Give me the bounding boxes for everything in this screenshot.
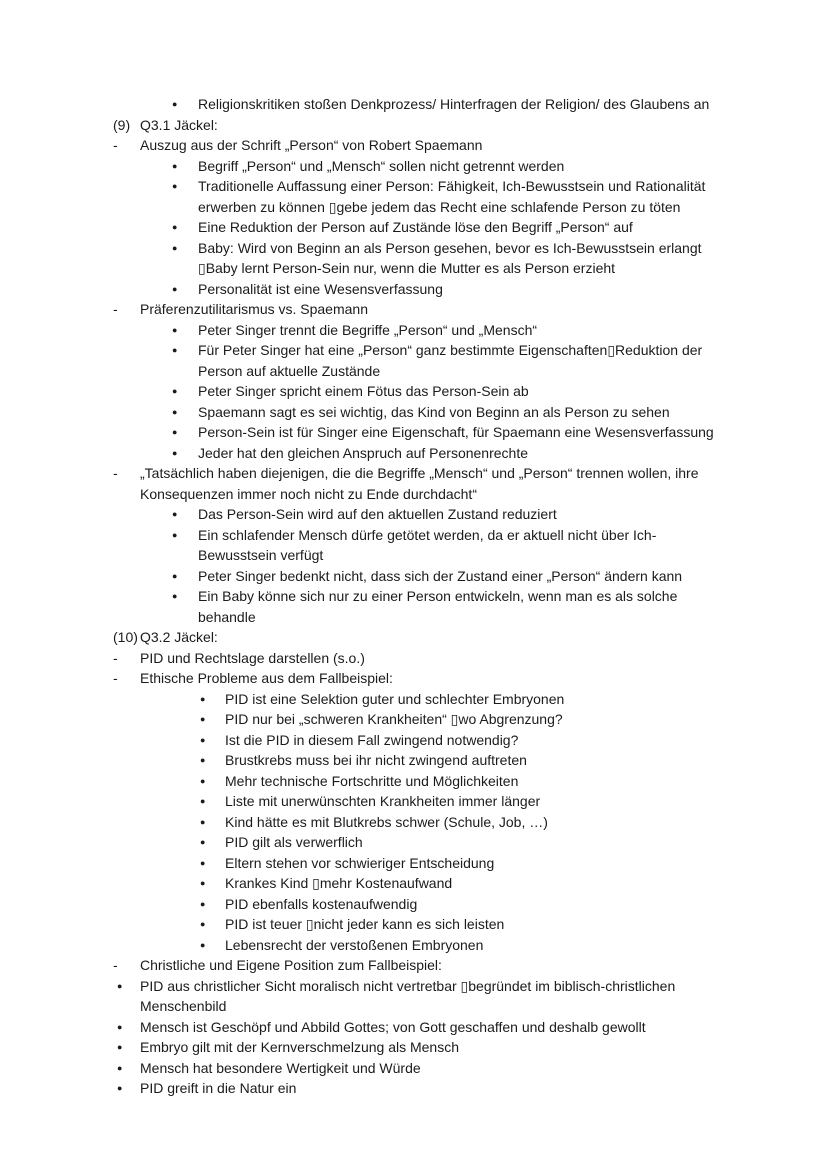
list-item-text: Für Peter Singer hat eine „Person“ ganz bestimmte Eigenschaften▯Reduktion der Person auf aktuelle Zustände [198,342,703,379]
list-item-text: Ein Baby könne sich nur zu einer Person entwickeln, wenn man es als solche behandle [198,588,678,625]
bullet-icon: ● [172,345,178,355]
bullet-item [113,791,723,812]
bullet-item [113,771,723,792]
bullet-icon: ● [172,509,178,519]
bullet-item [113,709,723,730]
dash-icon: - [113,649,118,666]
bullet-item [113,812,723,833]
list-item-text: Ein schlafender Mensch dürfe getötet werden, da er aktuell nicht über Ich-Bewusstsein verfügt [198,526,657,563]
bullet-item [113,586,723,627]
list-item-text: Mensch ist Geschöpf und Abbild Gottes; von Gott geschaffen und deshalb gewollt [140,1018,646,1035]
dash-item [113,955,723,976]
bullet-item [113,1078,723,1099]
dash-icon: - [113,137,118,153]
list-item-text: PID gilt als verwerflich [225,834,363,850]
list-item-text: Das Person-Sein wird auf den aktuellen Zustand reduziert [198,506,557,522]
bullet-item [113,1037,723,1058]
list-item-text: Peter Singer bedenkt nicht, dass sich der Zustand einer „Person“ ändern kann [198,567,683,584]
list-item-text: Liste mit unerwünschten Krankheiten immer länger [225,793,541,809]
bullet-icon: ● [172,99,178,109]
bullet-item [113,689,723,710]
numbered-item [113,627,723,648]
bullet-icon: ● [200,714,206,724]
list-item-text: „Tatsächlich haben diejenigen, die die Begriffe „Mensch“ und „Person“ trennen wollen, ihre Konsequenzen immer noch nicht zu Ende durchdacht“ [140,465,699,502]
bullet-icon: ● [172,427,178,437]
bullet-item [113,750,723,771]
list-item-text: Brustkrebs muss bei ihr nicht zwingend auftreten [225,752,527,768]
list-item-text: Peter Singer trennt die Begriffe „Person“ und „Mensch“ [198,321,538,338]
bullet-item [113,381,723,402]
bullet-item [113,894,723,915]
bullet-item [113,1058,723,1079]
bullet-icon: ● [200,775,206,786]
list-item-text: PID ist eine Selektion guter und schlechter Embryonen [225,690,565,707]
bullet-icon: ● [117,1021,123,1032]
bullet-icon: ● [172,447,178,458]
list-item-text: Q3.2 Jäckel: [140,629,218,645]
bullet-icon: ● [200,796,206,806]
bullet-item [113,730,723,751]
list-item-text: Spaemann sagt es sei wichtig, das Kind von Beginn an als Person zu sehen [198,403,670,420]
dash-item [113,463,723,504]
list-item-text: PID greift in die Natur ein [140,1080,297,1096]
bullet-item [113,422,723,443]
list-item-text: Auszug aus der Schrift „Person“ von Robert Spaemann [140,137,483,153]
numbered-item [113,115,723,136]
bullet-icon: ● [200,857,206,868]
dash-icon: - [113,957,118,973]
list-item-text: Personalität ist eine Wesensverfassung [198,280,443,297]
bullet-icon: ● [172,160,178,171]
bullet-item [113,832,723,853]
dash-item [113,135,723,156]
bullet-item [113,873,723,894]
bullet-item [113,504,723,525]
bullet-item [113,340,723,381]
list-item-text: Ist die PID in diesem Fall zwingend notwendig? [225,731,519,748]
bullet-icon: ● [200,837,206,847]
number-label: (10) [113,629,138,645]
list-item-text: Ethische Probleme aus dem Fallbeispiel: [140,670,393,686]
dash-item [113,299,723,320]
bullet-item [113,156,723,177]
list-item-text: Q3.1 Jäckel: [140,116,218,133]
list-item-text: Präferenzutilitarismus vs. Spaemann [140,301,368,317]
bullet-icon: ● [117,1062,123,1073]
list-item-text: Lebensrecht der verstoßenen Embryonen [225,936,484,953]
bullet-item [113,566,723,587]
bullet-icon: ● [117,1083,123,1093]
list-item-text: Krankes Kind ▯mehr Kostenaufwand [225,875,453,891]
bullet-item [113,853,723,874]
dash-item [113,648,723,669]
bullet-icon: ● [172,386,178,396]
bullet-icon: ● [117,980,123,991]
bullet-icon: ● [200,898,206,909]
bullet-item [113,238,723,279]
bullet-icon: ● [172,283,178,294]
bullet-icon: ● [200,878,206,888]
list-item-text: Peter Singer spricht einem Fötus das Person-Sein ab [198,383,529,399]
bullet-icon: ● [172,529,178,540]
bullet-item [113,402,723,423]
list-item-text: Begriff „Person“ und „Mensch“ sollen nicht getrennt werden [198,157,565,174]
list-item-text: Baby: Wird von Beginn an als Person gesehen, bevor es Ich-Bewusstsein erlangt ▯Baby lernt Person-Sein nur, wenn die Mutter es als Person erzieht [198,239,702,276]
bullet-item [113,935,723,956]
list-item-text: Traditionelle Auffassung einer Person: Fähigkeit, Ich-Bewusstsein und Rationalität erwerben zu können ▯gebe jedem das Recht eine schlafende Person zu töten [198,178,706,215]
bullet-item [113,525,723,566]
list-item-text: PID aus christlicher Sicht moralisch nicht vertretbar ▯begründet im biblisch-christlichen Menschenbild [140,977,676,1014]
bullet-item [113,94,723,115]
bullet-icon: ● [172,406,178,417]
list-item-text: PID ebenfalls kostenaufwendig [225,895,418,912]
bullet-item [113,976,723,1017]
list-item-text: Christliche und Eigene Position zum Fallbeispiel: [140,957,442,973]
bullet-item [113,1017,723,1038]
bullet-icon: ● [200,755,206,765]
list-item-text: Mensch hat besondere Wertigkeit und Würde [140,1059,421,1076]
list-item-text: Embryo gilt mit der Kernverschmelzung als Mensch [140,1039,460,1055]
list-item-text: Jeder hat den gleichen Anspruch auf Personenrechte [198,444,529,461]
bullet-icon: ● [172,570,178,581]
bullet-icon: ● [200,734,206,745]
dash-icon: - [113,670,118,686]
list-item-text: Mehr technische Fortschritte und Möglichkeiten [225,772,519,789]
list-item-text: PID und Rechtslage darstellen (s.o.) [140,649,365,666]
list-item-text: Person-Sein ist für Singer eine Eigenschaft, für Spaemann eine Wesensverfassung [198,424,714,440]
bullet-icon: ● [117,1042,123,1052]
bullet-item [113,217,723,238]
dash-icon: - [113,301,118,317]
bullet-icon: ● [200,693,206,704]
list-item-text: PID ist teuer ▯nicht jeder kann es sich leisten [225,916,505,932]
bullet-item [113,320,723,341]
list-item-text: PID nur bei „schweren Krankheiten“ ▯wo Abgrenzung? [225,711,563,727]
number-label: (9) [113,116,131,133]
bullet-icon: ● [200,816,206,827]
bullet-icon: ● [200,939,206,950]
bullet-icon: ● [172,222,178,232]
list-item-text: Religionskritiken stoßen Denkprozess/ Hinterfragen der Religion/ des Glaubens an [198,96,710,112]
list-item-text: Eltern stehen vor schwieriger Entscheidung [225,854,495,871]
bullet-icon: ● [172,324,178,335]
bullet-icon: ● [172,181,178,191]
dash-icon: - [113,465,118,481]
bullet-item [113,279,723,300]
bullet-icon: ● [172,591,178,601]
list-item-text: Kind hätte es mit Blutkrebs schwer (Schule, Job, …) [225,813,548,830]
bullet-item [113,443,723,464]
list-item-text: Eine Reduktion der Person auf Zustände löse den Begriff „Person“ auf [198,219,633,235]
bullet-item [113,914,723,935]
bullet-icon: ● [172,242,178,253]
bullet-item [113,176,723,217]
dash-item [113,668,723,689]
bullet-icon: ● [200,919,206,929]
